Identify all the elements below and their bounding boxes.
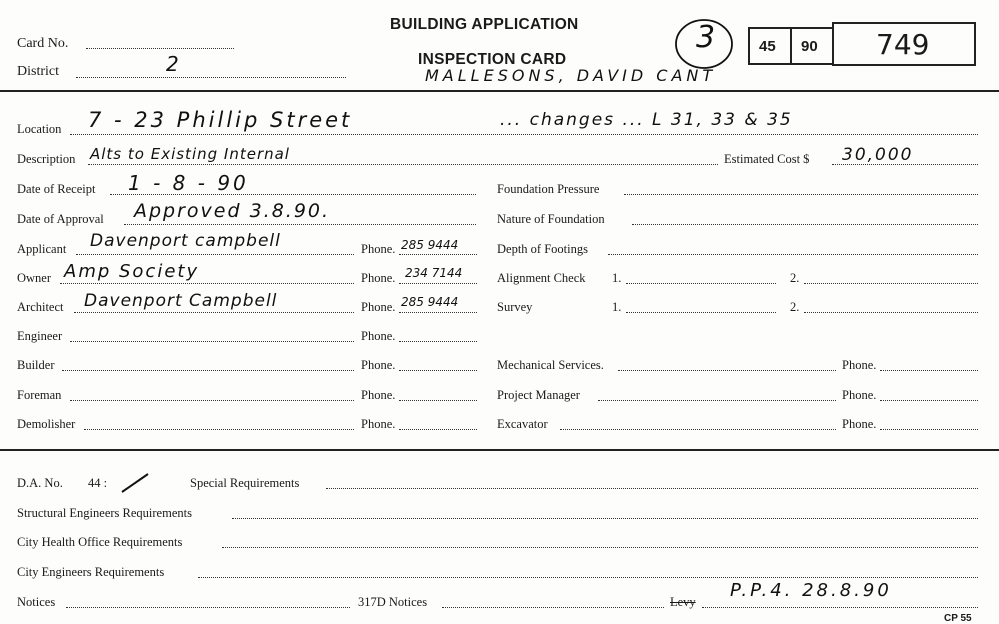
- builder-line: [62, 370, 354, 371]
- notices-line: [66, 607, 350, 608]
- location-label: Location: [17, 122, 62, 136]
- nature-foundation-line: [632, 224, 978, 225]
- mechanical-line: [618, 370, 836, 371]
- project-manager-line: [598, 400, 836, 401]
- survey-label: Survey: [497, 300, 533, 314]
- nature-foundation-label: Nature of Foundation: [497, 212, 605, 226]
- da-label: D.A. No.: [17, 476, 63, 490]
- levy-label: Levy: [670, 595, 696, 609]
- architect-line: [74, 312, 354, 313]
- foundation-pressure-line: [624, 194, 978, 195]
- demolisher-phone-line: [399, 429, 477, 430]
- depth-footings-line: [608, 254, 978, 255]
- da-number: 44 :: [88, 476, 108, 490]
- excavator-phone-line: [880, 429, 978, 430]
- mechanical-label: Mechanical Services.: [497, 358, 604, 372]
- header-divider: [0, 90, 999, 92]
- estimated-cost-label: Estimated Cost $: [724, 152, 810, 166]
- architect-phone-line: [399, 312, 477, 313]
- applicant-phone-label: Phone.: [361, 242, 396, 256]
- location-line: [70, 134, 978, 135]
- excavator-line: [560, 429, 836, 430]
- architect-phone-label: Phone.: [361, 300, 396, 314]
- demolisher-phone-label: Phone.: [361, 417, 396, 431]
- mechanical-phone-label: Phone.: [842, 358, 877, 372]
- title-line1: BUILDING APPLICATION: [390, 16, 579, 33]
- notices-317d-label: 317D Notices: [358, 595, 428, 609]
- applicant-line: [76, 254, 354, 255]
- description-value: Alts to Existing Internal: [90, 145, 290, 163]
- demolisher-label: Demolisher: [17, 417, 76, 431]
- depth-footings-label: Depth of Footings: [497, 242, 588, 256]
- project-manager-phone-line: [880, 400, 978, 401]
- owner-phone-line: [399, 283, 477, 284]
- survey-one: 1.: [612, 300, 622, 314]
- estimated-cost-value: 30,000: [842, 145, 914, 165]
- owner-value: Amp Society: [64, 261, 200, 282]
- project-manager-phone-label: Phone.: [842, 388, 877, 402]
- date-receipt-label: Date of Receipt: [17, 182, 96, 196]
- foreman-phone-label: Phone.: [361, 388, 396, 402]
- alignment-two-line: [804, 283, 978, 284]
- engineer-line: [70, 341, 354, 342]
- date-receipt-value: 1 - 8 - 90: [128, 171, 249, 195]
- date-approval-line: [124, 224, 476, 225]
- card-no-line: [86, 48, 234, 49]
- card-no-label: Card No.: [17, 36, 69, 51]
- survey-two: 2.: [790, 300, 800, 314]
- alignment-check-label: Alignment Check: [497, 271, 586, 285]
- foreman-label: Foreman: [17, 388, 62, 402]
- survey-one-line: [626, 312, 776, 313]
- builder-phone-label: Phone.: [361, 358, 396, 372]
- foundation-pressure-label: Foundation Pressure: [497, 182, 600, 196]
- architect-value: Davenport Campbell: [84, 291, 278, 311]
- ref-box-3-text: 749: [876, 28, 930, 61]
- district-label: District: [17, 64, 59, 79]
- special-req-label: Special Requirements: [190, 476, 300, 490]
- description-line: [88, 164, 718, 165]
- ref-box-2: [790, 27, 834, 65]
- footer-divider: [0, 449, 999, 451]
- applicant-phone: 285 9444: [401, 238, 459, 252]
- date-approval-label: Date of Approval: [17, 212, 104, 226]
- title-line2: INSPECTION CARD: [418, 51, 567, 68]
- architect-label: Architect: [17, 300, 64, 314]
- survey-two-line: [804, 312, 978, 313]
- district-value: 2: [166, 52, 180, 76]
- ref-box-3: [832, 22, 976, 66]
- alignment-one: 1.: [612, 271, 622, 285]
- city-eng-label: City Engineers Requirements: [17, 565, 165, 579]
- builder-phone-line: [399, 370, 477, 371]
- notices-label: Notices: [17, 595, 56, 609]
- foreman-phone-line: [399, 400, 477, 401]
- structural-line: [232, 518, 978, 519]
- structural-label: Structural Engineers Requirements: [17, 506, 192, 520]
- levy-value: P.P.4. 28.8.90: [730, 580, 892, 601]
- applicant-phone-line: [399, 254, 477, 255]
- district-line: [76, 77, 346, 78]
- health-line: [222, 547, 978, 548]
- excavator-phone-label: Phone.: [842, 417, 877, 431]
- foreman-line: [70, 400, 354, 401]
- handwritten-note: MALLESONS, DAVID CANT: [425, 66, 717, 85]
- city-eng-line: [198, 577, 978, 578]
- notices-317d-line: [442, 607, 664, 608]
- form-code: CP 55: [944, 613, 972, 624]
- ref-box-1: [748, 27, 792, 65]
- owner-phone-label: Phone.: [361, 271, 396, 285]
- engineer-label: Engineer: [17, 329, 63, 343]
- architect-phone: 285 9444: [401, 295, 459, 309]
- builder-label: Builder: [17, 358, 55, 372]
- location-value: 7 - 23 Phillip Street: [88, 108, 353, 132]
- applicant-label: Applicant: [17, 242, 67, 256]
- owner-line: [60, 283, 354, 284]
- engineer-phone-line: [399, 341, 477, 342]
- owner-label: Owner: [17, 271, 52, 285]
- applicant-value: Davenport campbell: [90, 231, 281, 251]
- alignment-one-line: [626, 283, 776, 284]
- mechanical-phone-line: [880, 370, 978, 371]
- ref-box-2-text: 90: [801, 38, 818, 55]
- alignment-two: 2.: [790, 271, 800, 285]
- demolisher-line: [84, 429, 354, 430]
- excavator-label: Excavator: [497, 417, 548, 431]
- project-manager-label: Project Manager: [497, 388, 580, 402]
- circled-number: 3: [696, 20, 717, 55]
- health-label: City Health Office Requirements: [17, 535, 183, 549]
- engineer-phone-label: Phone.: [361, 329, 396, 343]
- date-approval-value: Approved 3.8.90.: [134, 200, 331, 222]
- owner-phone: 234 7144: [405, 266, 463, 280]
- location-extra: ... changes ... L 31, 33 & 35: [500, 110, 793, 130]
- levy-line: [702, 607, 978, 608]
- special-req-line: [326, 488, 978, 489]
- ref-box-1-text: 45: [759, 38, 776, 55]
- da-slash-mark: [118, 470, 152, 496]
- description-label: Description: [17, 152, 76, 166]
